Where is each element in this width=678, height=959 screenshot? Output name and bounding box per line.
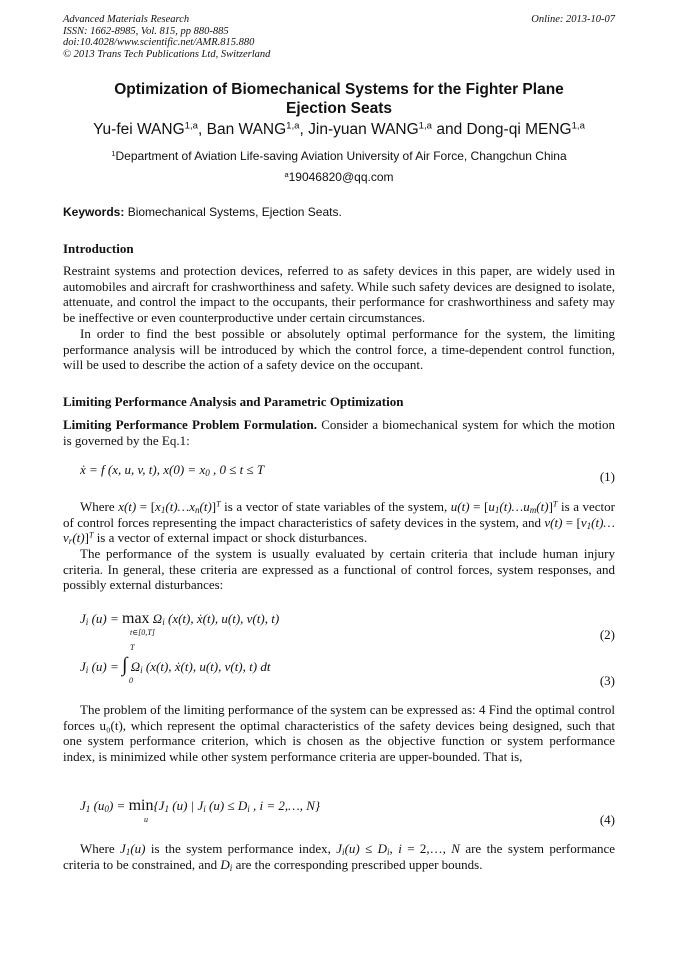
author-sup: 1,a <box>184 120 198 132</box>
lp-text: Consider a biomechanical system for which the motion is governed by the Eq.1: <box>63 417 616 448</box>
author-sup: 1,a <box>286 120 300 132</box>
keywords-text: Biomechanical Systems, Ejection Seats. <box>124 205 342 219</box>
equation-2-subscript: t∈[0,T] <box>130 628 155 637</box>
keywords-label: Keywords: <box>63 205 125 219</box>
intro-paragraph-1: Restraint systems and protection devices, referred to as safety devices in this paper, are widely used in automobiles and aircraft for crashworthiness and safety. While such safety devices are designed to isolate, attenuate, and control the impact to the occupants, their performance for crashworthiness and safety may be ineffective or even counterproductive under certain circumstances. <box>63 263 615 325</box>
state-variables-paragraph: Where $x(t) = [x_1(t)\dots x_n(t)]^T$ is a vector of state variables of the system, $u(t) = [u_1(t)\dots u_m(t)]^T$ is a vector of control forces representing the impact characteristics of safety devices in the system, and $v(t) = [v_1(t)\dots v_r(t)]^T$ is a vector of external impact or shock disturbances. <box>63 499 615 546</box>
online-date: Online: 2013-10-07 <box>531 14 615 25</box>
affiliation <box>63 148 615 164</box>
equation-3-lower-limit: 0 <box>129 676 133 685</box>
intro-paragraph-2: In order to find the best possible or absolutely optimal performance for the system, the limiting performance analysis will be introduced by which the control force, a time-dependent control function, will be used to describe the action of a safety device on the occupant. <box>63 326 615 373</box>
author-sep: , <box>299 121 309 138</box>
title-line-2: Ejection Seats <box>286 100 392 117</box>
email-sup: a <box>284 169 289 179</box>
author-list <box>63 120 615 140</box>
lp-paragraph <box>63 417 615 448</box>
equation-1-number: (1) <box>599 469 615 484</box>
author-sep: , <box>198 121 207 138</box>
equation-2: $J_i$ $(u) = \max \Omega_i$ (x(t), ẋ(t), u(t), v(t), t) <box>80 610 280 627</box>
issn-line: ISSN: 1662-8985, Vol. 815, pp 880-885 <box>63 25 229 37</box>
author-name: Jin-yuan WANG <box>308 121 419 138</box>
performance-paragraph: The performance of the system is usually evaluated by certain criteria that include human injury criteria. In general, these criteria are expressed as a functional of control forces, system responses, and possibly external disturbances: <box>63 546 615 593</box>
equation-2-number: (2) <box>599 627 615 642</box>
lp-bold-label: Limiting Performance Problem Formulation. <box>63 417 317 432</box>
paper-title <box>63 80 615 118</box>
author-name: Dong-qi MENG <box>466 121 572 138</box>
keywords <box>63 205 342 219</box>
copyright-line: © 2013 Trans Tech Publications Ltd, Switzerland <box>63 48 271 60</box>
index-definition-paragraph: Where $J_1(u)$ is the system performance index, $J_i(u) \le D_i$, i = 2,…, N are the system performance criteria to be constrained, and $D_i$ are the corresponding prescribed upper bounds. <box>63 841 615 873</box>
author-name: Yu-fei WANG <box>93 121 185 138</box>
author-sup: 1,a <box>571 120 585 132</box>
author-sep: and <box>432 121 467 138</box>
equation-4-subscript: u <box>144 815 148 824</box>
author-sup: 1,a <box>418 120 433 132</box>
affiliation-sup: 1 <box>111 148 116 158</box>
equation-3-number: (3) <box>599 673 615 688</box>
affiliation-text: Department of Aviation Life-saving Aviation University of Air Force, Changchun China <box>115 149 567 163</box>
limiting-problem-paragraph: The problem of the limiting performance of the system can be expressed as: 4 Find the optimal control forces u₀(t), which represent the optimal characteristics of the safety devices being designed, such that one system performance criterion, which is chosen as the objective function or system performance index, is minimized while other system performance criteria are upper-bounded. That is, <box>63 702 615 764</box>
doi-line: doi:10.4028/www.scientific.net/AMR.815.880 <box>63 37 255 48</box>
title-line-1: Optimization of Biomechanical Systems for the Fighter Plane <box>114 81 564 98</box>
journal-name: Advanced Materials Research <box>63 14 190 25</box>
equation-3: $J_i$ (u) = ∫ $\Omega_i$ (x(t), ẋ(t), u(t), v(t), t) dt <box>80 654 271 676</box>
email-text: 19046820@qq.com <box>288 170 394 184</box>
equation-3-upper-limit: T <box>130 643 135 652</box>
author-name: Ban WANG <box>206 121 287 138</box>
section-heading-limiting: Limiting Performance Analysis and Parametric Optimization <box>63 394 404 409</box>
equation-1: ẋ = f (x, u, v, t), $x(0) = x_0$ , 0 ≤ t ≤ T <box>80 462 265 478</box>
section-heading-introduction: Introduction <box>63 241 134 256</box>
equation-4: $J_1$ $(u_0) = \min\{J_1$ (u) | $J_i$ $(u) \le D_i$ , i = 2,…, N} <box>80 797 321 814</box>
author-email <box>63 169 615 185</box>
equation-4-number: (4) <box>599 812 615 827</box>
journal-header <box>63 14 615 60</box>
